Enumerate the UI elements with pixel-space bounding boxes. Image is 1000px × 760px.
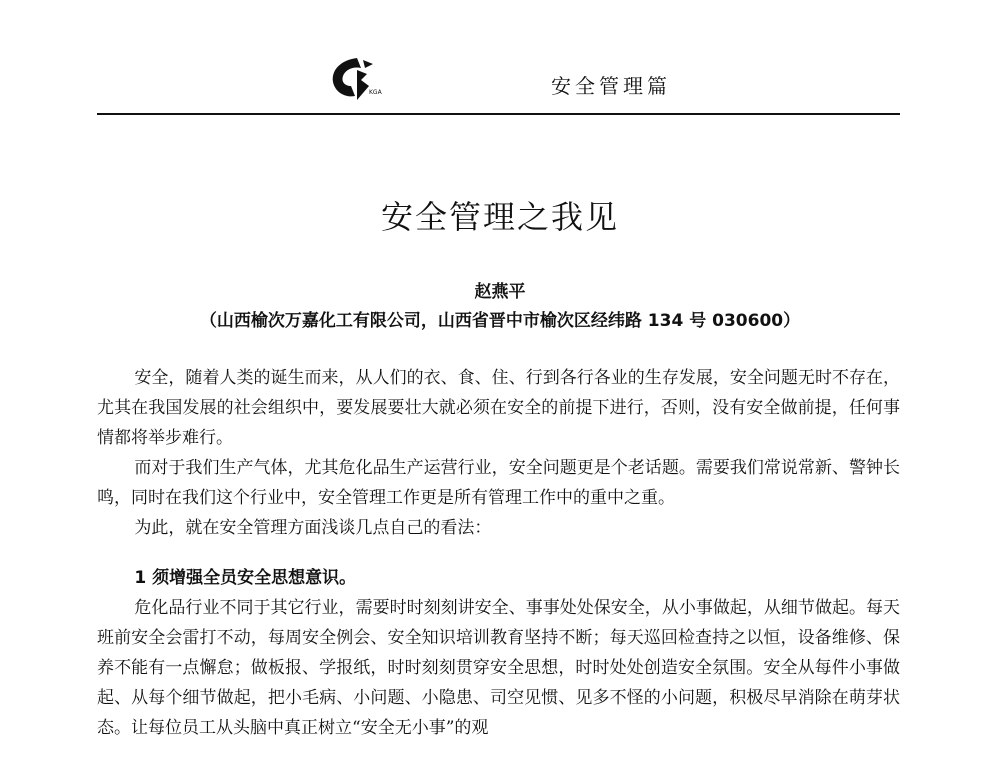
publisher-logo [327,56,389,102]
author-affiliation: （山西榆次万嘉化工有限公司，山西省晋中市榆次区经纬路 134 号 030600） [199,311,801,331]
article-title: 安全管理之我见 [380,198,619,236]
logo-text: KGA [369,89,382,96]
article-author: 赵燕平 [474,282,526,302]
header-rule [97,113,900,115]
section-heading: 1 须增强全员安全思想意识。 [134,568,357,588]
section-name: 安全管理篇 [551,74,671,98]
paragraph: 危化品行业不同于其它行业，需要时时刻刻讲安全、事事处处保安全，从小事做起，从细节做起。每天班前安全会雷打不动，每周安全例会、安全知识培训教育坚持不断；每天巡回检查持之以恒，设备维修、保养不能有一点懈怠；做板报、学报纸，时时刻刻贯穿安全思想，时时处处创造安全氛围。安全从每件小事做起、从每个细节做起，把小毛病、小问题、小隐患、司空见惯、见多不怪的小问题，积极尽早消除在萌芽状态。让每位员工从头脑中真正树立“安全无小事”的观 [97,598,900,738]
page-header [97,52,900,114]
paragraph: 安全，随着人类的诞生而来，从人们的衣、食、住、行到各行各业的生存发展，安全问题无时不存在，尤其在我国发展的社会组织中，要发展要壮大就必须在安全的前提下进行，否则，没有安全做前提，任何事情都将举步难行。 [97,368,900,448]
paragraph: 而对于我们生产气体，尤其危化品生产运营行业，安全问题更是个老话题。需要我们常说常新、警钟长鸣，同时在我们这个行业中，安全管理工作更是所有管理工作中的重中之重。 [97,458,900,508]
paragraph: 为此，就在安全管理方面浅谈几点自己的看法： [134,518,492,538]
article-body [97,363,900,743]
